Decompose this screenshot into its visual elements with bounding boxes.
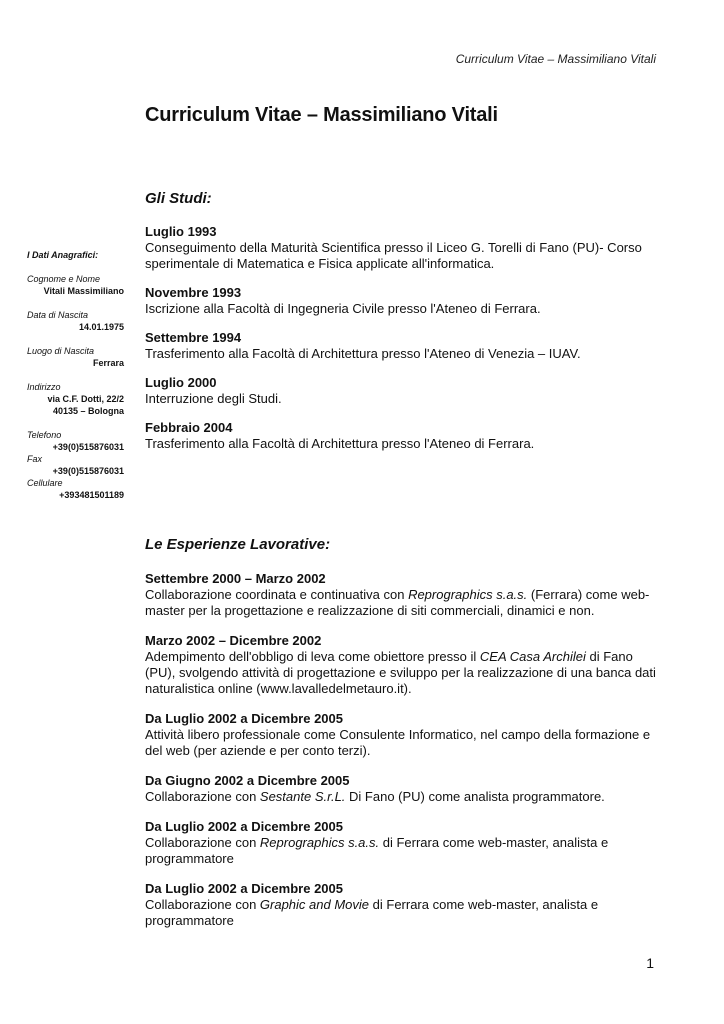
work-date: Settembre 2000 – Marzo 2002 bbox=[145, 571, 326, 586]
studies-list bbox=[145, 224, 660, 465]
work-description: Collaborazione con Graphic and Movie di Ferrara come web-master, analista e programmatore bbox=[145, 897, 599, 928]
work-entry bbox=[145, 711, 660, 759]
work-description: Collaborazione con Sestante S.r.L. Di Fano (PU) come analista programmatore. bbox=[145, 789, 605, 804]
study-description: Conseguimento della Maturità Scientifica presso il Liceo G. Torelli di Fano (PU)- Corso sperimentale di Matematica e Fisica applicate all'informatica. bbox=[145, 240, 642, 271]
study-entry bbox=[145, 330, 660, 362]
page-number: 1 bbox=[646, 955, 654, 971]
mobile-label: Cellulare bbox=[27, 478, 63, 488]
study-date: Febbraio 2004 bbox=[145, 420, 233, 435]
study-entry bbox=[145, 224, 660, 272]
birth-place-label: Luogo di Nascita bbox=[27, 346, 95, 356]
work-entry bbox=[145, 773, 660, 805]
work-heading: Le Esperienze Lavorative: bbox=[145, 536, 331, 553]
work-date: Marzo 2002 – Dicembre 2002 bbox=[145, 633, 322, 648]
address-label: Indirizzo bbox=[27, 382, 61, 392]
birth-date-value: 14.01.1975 bbox=[78, 322, 124, 332]
work-list bbox=[145, 571, 660, 943]
study-date: Luglio 1993 bbox=[145, 224, 217, 239]
work-description: Attività libero professionale come Consulente Informatico, nel campo della formazione e del web (per aziende e per conto terzi). bbox=[145, 727, 651, 758]
studies-heading: Gli Studi: bbox=[145, 190, 212, 207]
study-entry bbox=[145, 420, 660, 452]
work-date: Da Luglio 2002 a Dicembre 2005 bbox=[145, 711, 343, 726]
birth-date-label: Data di Nascita bbox=[27, 310, 89, 320]
mobile-value: +393481501189 bbox=[59, 490, 124, 500]
fax-label: Fax bbox=[27, 454, 43, 464]
address-line-2: 40135 – Bologna bbox=[52, 406, 124, 416]
name-label: Cognome e Nome bbox=[27, 274, 101, 284]
sidebar-title: I Dati Anagrafici: bbox=[27, 250, 99, 260]
work-description: Collaborazione con Reprographics s.a.s. di Ferrara come web-master, analista e programmatore bbox=[145, 835, 609, 866]
birth-place-value: Ferrara bbox=[92, 358, 124, 368]
study-date: Novembre 1993 bbox=[145, 285, 242, 300]
work-entry bbox=[145, 881, 660, 929]
study-description: Trasferimento alla Facoltà di Architettura presso l'Ateneo di Venezia – IUAV. bbox=[145, 346, 581, 361]
running-header: Curriculum Vitae – Massimiliano Vitali bbox=[455, 52, 656, 66]
address-line-1: via C.F. Dotti, 22/2 bbox=[47, 394, 124, 404]
study-description: Iscrizione alla Facoltà di Ingegneria Civile presso l'Ateneo di Ferrara. bbox=[145, 301, 541, 316]
phone-value: +39(0)515876031 bbox=[52, 442, 124, 452]
study-description: Trasferimento alla Facoltà di Architettura presso l'Ateneo di Ferrara. bbox=[145, 436, 535, 451]
work-date: Da Giugno 2002 a Dicembre 2005 bbox=[145, 773, 350, 788]
phone-label: Telefono bbox=[27, 430, 62, 440]
work-entry bbox=[145, 633, 660, 697]
work-description: Collaborazione coordinata e continuativa con Reprographics s.a.s. (Ferrara) come web-master per la progettazione e realizzazione di siti commerciali, dinamici e non. bbox=[145, 587, 650, 618]
name-value: Vitali Massimiliano bbox=[43, 286, 124, 296]
work-description: Adempimento dell'obbligo di leva come obiettore presso il CEA Casa Archilei di Fano (PU), svolgendo attività di progettazione e sviluppo per la realizzazione di una banca dati naturalistica online (www.lavalledelmetauro.it). bbox=[145, 649, 656, 696]
study-date: Luglio 2000 bbox=[145, 375, 217, 390]
fax-value: +39(0)515876031 bbox=[52, 466, 124, 476]
work-entry bbox=[145, 571, 660, 619]
study-description: Interruzione degli Studi. bbox=[145, 391, 282, 406]
work-date: Da Luglio 2002 a Dicembre 2005 bbox=[145, 881, 343, 896]
work-date: Da Luglio 2002 a Dicembre 2005 bbox=[145, 819, 343, 834]
study-entry bbox=[145, 285, 660, 317]
page-title: Curriculum Vitae – Massimiliano Vitali bbox=[145, 104, 498, 126]
study-entry bbox=[145, 375, 660, 407]
work-entry bbox=[145, 819, 660, 867]
personal-data-sidebar bbox=[27, 249, 124, 501]
study-date: Settembre 1994 bbox=[145, 330, 242, 345]
